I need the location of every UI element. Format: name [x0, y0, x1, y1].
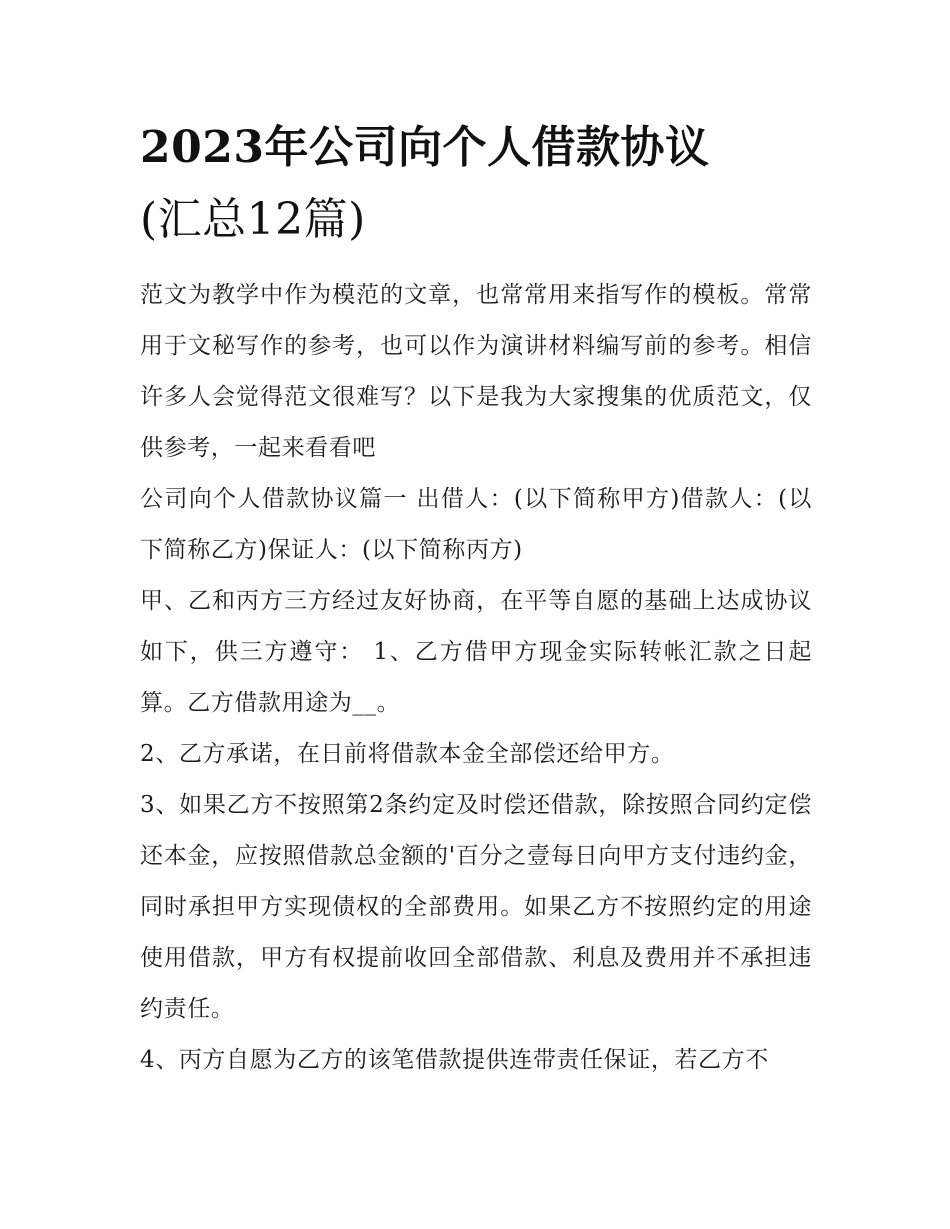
document-body: [140, 112, 812, 1086]
agreement-clause-2: 2、乙方承诺，在日前将借款本金全部偿还给甲方。: [140, 741, 675, 767]
agreement-clause-4: 4、丙方自愿为乙方的该笔借款提供连带责任保证，若乙方不: [140, 1047, 769, 1073]
parties-paragraph: 公司向个人借款协议篇一 出借人：(以下简称甲方)借款人：(以下简称乙方)保证人：(以下简称丙方): [140, 486, 812, 563]
intro-paragraph: 范文为教学中作为模范的文章，也常常用来指写作的模板。常常用于文秘写作的参考，也可以作为演讲材料编写前的参考。相信许多人会觉得范文很难写？以下是我为大家搜集的优质范文，仅供参考，一起来看看吧: [140, 282, 812, 461]
agreement-clause-3: 3、如果乙方不按照第2条约定及时偿还借款，除按照合同约定偿还本金，应按照借款总金额的'百分之壹每日向甲方支付违约金，同时承担甲方实现债权的全部费用。如果乙方不按照约定的用途使用借款，甲方有权提前收回全部借款、利息及费用并不承担违约责任。: [140, 792, 812, 1022]
document-title-line-1: 2023年公司向个人借款协议: [140, 122, 710, 173]
document-title-line-2: (汇总12篇): [140, 194, 366, 245]
document-title: [140, 112, 812, 256]
agreement-clause-1: 甲、乙和丙方三方经过友好协商，在平等自愿的基础上达成协议如下，供三方遵守： 1、乙方借甲方现金实际转帐汇款之日起算。乙方借款用途为__。: [140, 588, 812, 716]
